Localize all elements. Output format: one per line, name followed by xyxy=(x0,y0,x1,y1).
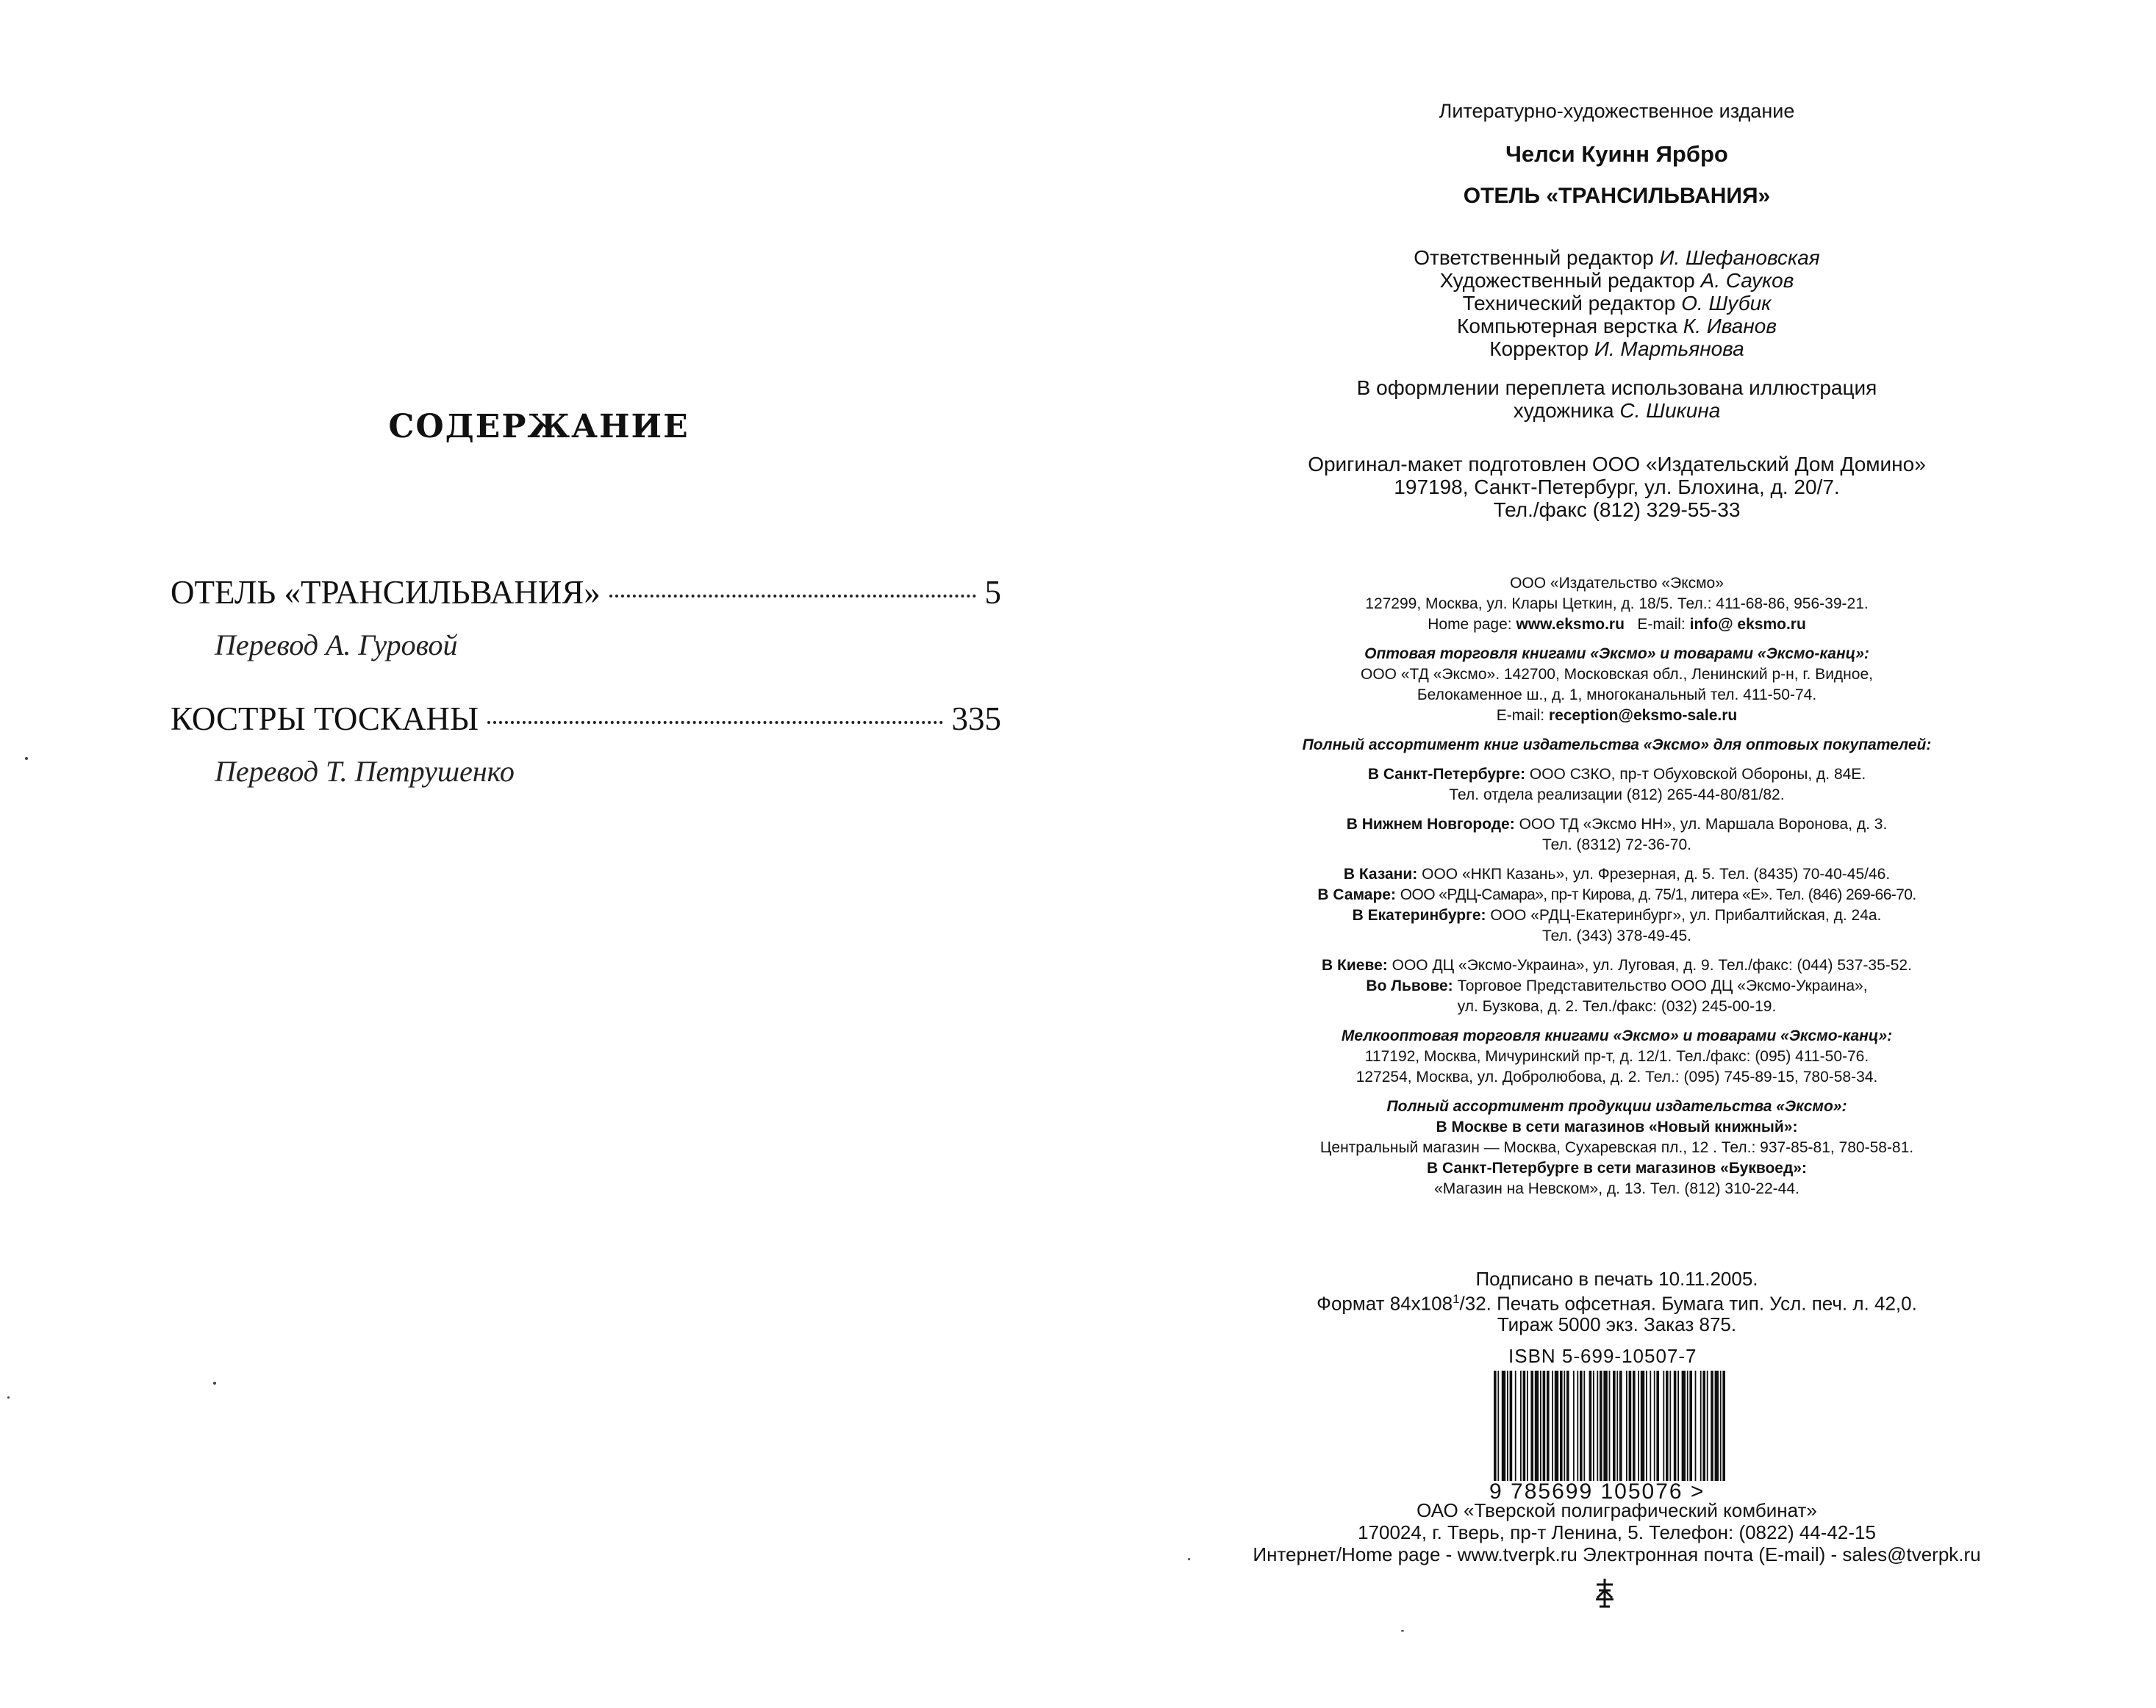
barcode-bar xyxy=(1682,1371,1686,1481)
layout-prep: Оригинал-макет подготовлен ООО «Издательский Дом Домино» 197198, Санкт-Петербург, ул. Блохина, д. 20/7. Тел./факс (812) 329-55-33 xyxy=(1308,453,1926,521)
region-entry: В Киеве: ООО ДЦ «Эксмо-Украина», ул. Луговая, д. 9. Тел./факс: (044) 537-35-52. xyxy=(1322,957,1912,974)
barcode-bar xyxy=(1666,1371,1669,1481)
toc-entry-page: 5 xyxy=(984,574,1001,611)
barcode-bar xyxy=(1633,1371,1636,1481)
barcode-bar xyxy=(1600,1371,1602,1481)
barcode-bar xyxy=(1650,1371,1651,1481)
barcode-bar xyxy=(1707,1371,1708,1481)
credit-line: Корректор И. Мартьянова xyxy=(1489,337,1744,360)
barcode-bar xyxy=(1530,1371,1533,1481)
scan-speck xyxy=(1401,1630,1404,1632)
credit-line: Технический редактор О. Шубик xyxy=(1462,292,1772,315)
region-entry: В Екатеринбурге: ООО «РДЦ-Екатеринбург», ул. Прибалтийская, д. 24а. xyxy=(1352,907,1882,924)
barcode-bar xyxy=(1702,1371,1705,1481)
barcode-bar xyxy=(1722,1371,1725,1481)
credit-line: Художественный редактор А. Сауков xyxy=(1439,269,1794,292)
barcode-bar xyxy=(1663,1371,1664,1481)
barcode-bar xyxy=(1547,1371,1550,1481)
barcode-bar xyxy=(1715,1371,1719,1481)
barcode-bar xyxy=(1527,1371,1528,1481)
barcode-bar xyxy=(1560,1371,1563,1481)
barcode-bar xyxy=(1494,1371,1497,1481)
region-entry: В Казани: ООО «НКП Казань», ул. Фрезерная, д. 5. Тел. (8435) 70-40-45/46. xyxy=(1343,866,1891,883)
credit-line: Компьютерная верстка К. Иванов xyxy=(1457,315,1777,337)
barcode-bar xyxy=(1540,1371,1541,1481)
barcode-bar xyxy=(1603,1371,1607,1481)
region-entry: Во Львове: Торговое Представительство ООО ДЦ «Эксмо-Украина», xyxy=(1366,977,1868,994)
print-info: Подписано в печать 10.11.2005. Формат $84х108^1/32$. Печать офсетная. Бумага тип. Усл. печ. л. 42,0. Тираж 5000 экз. Заказ 875. xyxy=(1317,1268,1917,1335)
barcode-bar xyxy=(1711,1371,1713,1481)
barcode-bar xyxy=(1552,1371,1553,1481)
barcode-bar xyxy=(1674,1371,1677,1481)
barcode-bar xyxy=(1687,1371,1688,1481)
scan-speck xyxy=(1188,1558,1190,1560)
barcode-bar xyxy=(1543,1371,1546,1481)
barcode-bar xyxy=(1616,1371,1618,1481)
toc-leader-dots xyxy=(609,595,976,598)
barcode-bar xyxy=(1654,1371,1655,1481)
toc-entry-page: 335 xyxy=(951,700,1001,737)
publisher-email: info@ eksmo.ru xyxy=(1689,616,1806,633)
toc-leader-dots xyxy=(487,721,942,724)
barcode-bar xyxy=(1593,1371,1594,1481)
book-title: ОТЕЛЬ «ТРАНСИЛЬВАНИЯ» xyxy=(1463,184,1771,208)
scan-speck xyxy=(7,1396,10,1399)
barcode-bar xyxy=(1583,1371,1585,1481)
barcode-bar xyxy=(1638,1371,1639,1481)
contents-title: СОДЕРЖАНИЕ xyxy=(388,408,690,445)
barcode-bar xyxy=(1577,1371,1578,1481)
toc-line xyxy=(171,573,1001,611)
barcode-bar xyxy=(1580,1371,1583,1481)
barcode-bar xyxy=(1677,1371,1679,1481)
barcode-icon xyxy=(1489,1371,1732,1481)
toc-entry xyxy=(171,700,1001,789)
barcode-bar xyxy=(1720,1371,1722,1481)
region-entry: В Нижнем Новгороде: ООО ТД «Эксмо НН», ул. Маршала Воронова, д. 3. xyxy=(1346,816,1888,833)
barcode-bar xyxy=(1695,1371,1697,1481)
toc-entry-title: ОТЕЛЬ «ТРАНСИЛЬВАНИЯ» xyxy=(171,574,601,611)
barcode-bar xyxy=(1629,1371,1632,1481)
barcode-bar xyxy=(1510,1371,1513,1481)
barcode-bar xyxy=(1609,1371,1611,1481)
barcode-bar xyxy=(1507,1371,1508,1481)
barcode-bar xyxy=(1613,1371,1616,1481)
author-name: Челси Куинн Ярбро xyxy=(1505,141,1728,167)
toc-line xyxy=(171,700,1001,738)
credit-line: Ответственный редактор И. Шефановская xyxy=(1414,246,1820,269)
scan-speck xyxy=(213,1382,216,1385)
barcode-bar xyxy=(1641,1371,1644,1481)
barcode-bar xyxy=(1555,1371,1558,1481)
imprint-page xyxy=(1078,0,2156,1708)
barcode-bar xyxy=(1626,1371,1627,1481)
barcode-bar xyxy=(1535,1371,1539,1481)
publisher-info: ООО «Издательство «Эксмо» 127299, Москва, ул. Клары Цеткин, д. 18/5. Тел.: 411-68-86, 956-39-21. Home page: www.eksmo.ru E-mail: info@ eksmo.ru Оптовая торговля книгами «Эксмо» и товарами «Эксмо-канц»: ООО «ТД «Эксмо». 142700, Московская обл., Ленинский р-н, г. Видное, Белокаменное ш., д. 1, многоканальный тел. 411-50-74. E-mail: reception@eksmo-sale.ru Полный ассортимент книг издательства «Эксмо» для оптовых покупателей: В Санкт-Петербурге: ООО СЗКО, пр-т Обуховской Обороны, д. 84Е. Тел. отдела реализации (812) 265-44-80/81/82. В Нижнем Новгороде: ООО ТД «Эксмо НН», ул. Маршала Воронова, д. 3. Тел. (8312) 72-36-70. В Казани: ООО «НКП Казань», ул. Фрезерная, д. 5. Тел. (8435) 70-40-45/46. В Самаре: ООО «РДЦ-Самара», пр-т Кирова, д. 75/1, литера «Е». Тел. (846) 269-66-70. В Екатеринбурге: ООО «РДЦ-Екатеринбург», ул. Прибалтийская, д. 24а. Тел. (343) 378-49-45. В Киеве: ООО ДЦ «Эксмо-Украина», ул. Луговая, д. 9. Тел./факс: (044) 537-35-52. Во Львове: Торговое Представительство ООО ДЦ «Эксмо-Украина», ул. Бузкова, д. 2. Тел./факс: (032) 245-00-19. Мелкооптовая торговля книгами «Эксмо» и товарами «Эксмо-канц»: 117192, Москва, Мичуринский пр-т, д. 12/1. Тел./факс: (095) 411-50-76. 127254, Москва, ул. Добролюбова, д. 2. Тел.: (095) 745-89-15, 780-58-34. Полный ассортимент продукции издательства «Эксмо»: В Москве в сети магазинов «Новый книжный»: Центральный магазин — Москва, Сухаревская пл., 12 . Тел.: 937-85-81, 780-58-81. В Санкт-Петербурге в сети магазинов «Буквоед»: «Магазин на Невском», д. 13. Тел. (812) 310-22-44. xyxy=(1078,573,2156,1199)
barcode-bar xyxy=(1689,1371,1692,1481)
isbn-barcode xyxy=(1489,1345,1732,1504)
barcode-digits: 9 785699 105076 > xyxy=(1489,1479,1705,1504)
toc-entry-title: КОСТРЫ ТОСКАНЫ xyxy=(171,700,479,737)
toc-entry-translator: Перевод А. Гуровой xyxy=(215,628,458,661)
barcode-bar xyxy=(1515,1371,1516,1481)
barcode-bar xyxy=(1497,1371,1499,1481)
barcode-bar xyxy=(1520,1371,1522,1481)
barcode-bar xyxy=(1566,1371,1569,1481)
barcode-bar xyxy=(1619,1371,1622,1481)
edition-type: Литературно-художественное издание xyxy=(1439,100,1795,122)
printer-logo-icon xyxy=(1592,1577,1617,1610)
barcode-bar xyxy=(1589,1371,1592,1481)
publisher-homepage: www.eksmo.ru xyxy=(1516,616,1625,633)
barcode-bar xyxy=(1564,1371,1565,1481)
barcode-bar xyxy=(1597,1371,1598,1481)
toc-entry xyxy=(171,573,1001,662)
region-entry: В Санкт-Петербурге: ООО СЗКО, пр-т Обуховской Обороны, д. 84Е. xyxy=(1367,766,1866,783)
barcode-bar xyxy=(1669,1371,1671,1481)
region-entry: В Самаре: ООО «РДЦ-Самара», пр-т Кирова, д. 75/1, литера «Е». Тел. (846) 269-66-70. xyxy=(1317,886,1916,903)
barcode-bar xyxy=(1700,1371,1702,1481)
barcode-bar xyxy=(1523,1371,1526,1481)
barcode-bar xyxy=(1502,1371,1505,1481)
barcode-bar xyxy=(1646,1371,1647,1481)
credits-block xyxy=(1078,246,2156,360)
scan-speck xyxy=(25,757,28,760)
illustration-note: В оформлении переплета использована иллюстрация художника С. Шикина xyxy=(1356,376,1877,422)
printer-info: ОАО «Тверской полиграфический комбинат» 170024, г. Тверь, пр-т Ленина, 5. Телефон: (0822) 44-42-15 Интернет/Home page - www.tverpk.ru Электронная почта (E-mail) - sales@tverpk.ru xyxy=(1253,1499,1981,1565)
barcode-bar xyxy=(1573,1371,1575,1481)
toc-entry-translator: Перевод Т. Петрушенко xyxy=(215,755,515,788)
isbn-number: ISBN 5-699-10507-7 xyxy=(1508,1345,1697,1367)
barcode-bar xyxy=(1656,1371,1659,1481)
